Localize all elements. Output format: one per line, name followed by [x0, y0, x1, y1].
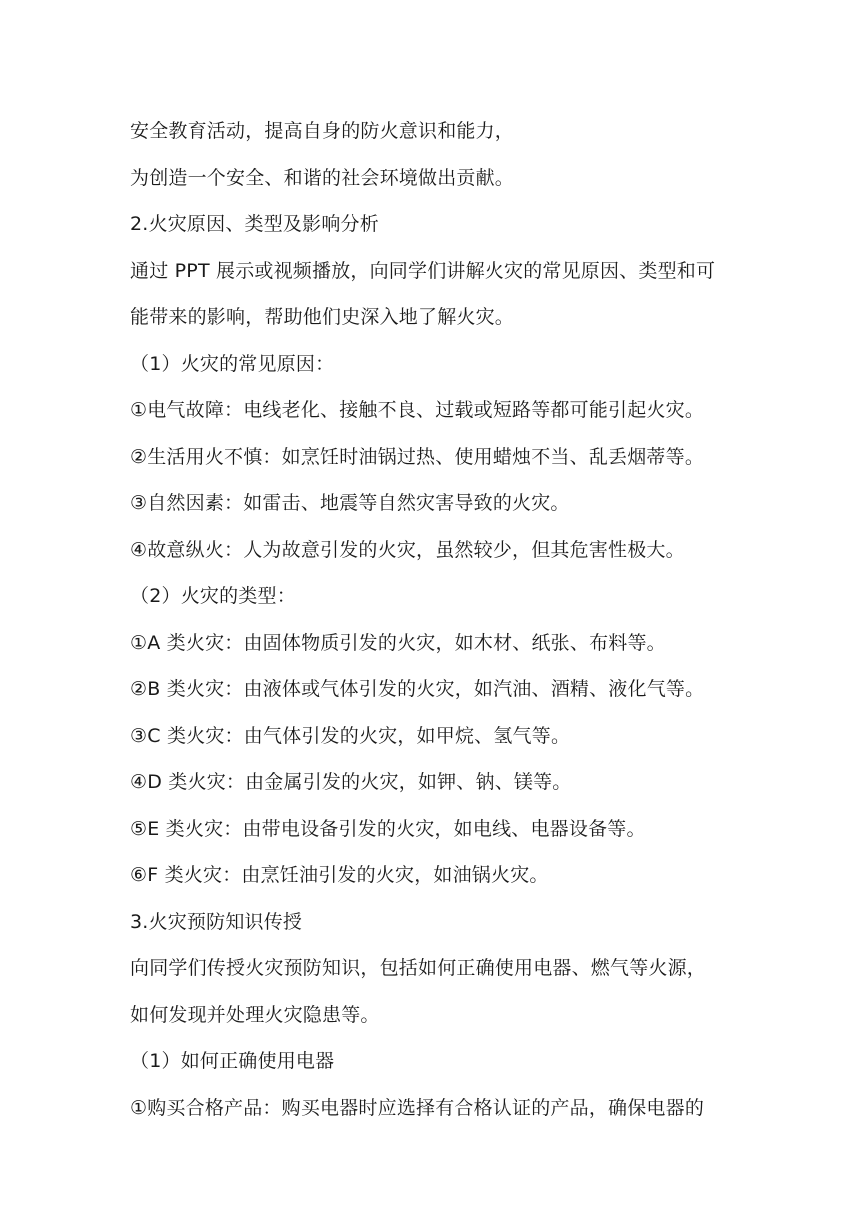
- paragraph-line: 为创造一个安全、和谐的社会环境做出贡献。: [130, 166, 515, 189]
- subsection-heading: （2）火灾的类型：: [130, 585, 296, 607]
- paragraph-line: 如何发现并处理火灾隐患等。: [130, 1003, 380, 1026]
- list-item: ④D 类火灾：由金属引发的火灾，如钾、钠、镁等。: [130, 771, 572, 793]
- list-item: ⑥F 类火灾：由烹饪油引发的火灾，如油锅火灾。: [130, 864, 549, 886]
- list-item: ③自然因素：如雷击、地震等自然灾害导致的火灾。: [130, 492, 570, 514]
- subsection-heading: （1）火灾的常见原因：: [130, 352, 335, 375]
- list-item: ⑤E 类火灾：由带电设备引发的火灾，如电线、电器设备等。: [130, 817, 646, 840]
- paragraph-line: 能带来的影响，帮助他们史深入地了解火灾。: [130, 306, 515, 328]
- section-heading: 3.火灾预防知识传授: [130, 910, 303, 933]
- subsection-heading: （1）如何正确使用电器: [130, 1050, 335, 1072]
- section-heading: 2.火灾原因、类型及影响分析: [130, 213, 379, 235]
- document-body: [130, 108, 740, 1131]
- list-item: ④故意纵火：人为故意引发的火灾，虽然较少，但其危害性极大。: [130, 538, 685, 561]
- paragraph-line: 向同学们传授火灾预防知识，包括如何正确使用电器、燃气等火源，: [130, 957, 707, 979]
- list-item: ②生活用火不慎：如烹饪时油锅过热、使用蜡烛不当、乱丢烟蒂等。: [130, 445, 705, 468]
- paragraph-line: 通过 PPT 展示或视频播放，向同学们讲解火灾的常见原因、类型和可: [130, 259, 716, 282]
- list-item: ①电气故障：电线老化、接触不良、过载或短路等都可能引起火灾。: [130, 399, 705, 421]
- paragraph-line: 安全教育活动，提高自身的防火意识和能力，: [130, 120, 515, 142]
- list-item: ①A 类火灾：由固体物质引发的火灾，如木材、纸张、布料等。: [130, 631, 666, 654]
- list-item: ①购买合格产品：购买电器时应选择有合格认证的产品，确保电器的: [130, 1096, 705, 1119]
- list-item: ②B 类火灾：由液体或气体引发的火灾，如汽油、酒精、液化气等。: [130, 678, 705, 700]
- list-item: ③C 类火灾：由气体引发的火灾，如甲烷、氢气等。: [130, 724, 571, 747]
